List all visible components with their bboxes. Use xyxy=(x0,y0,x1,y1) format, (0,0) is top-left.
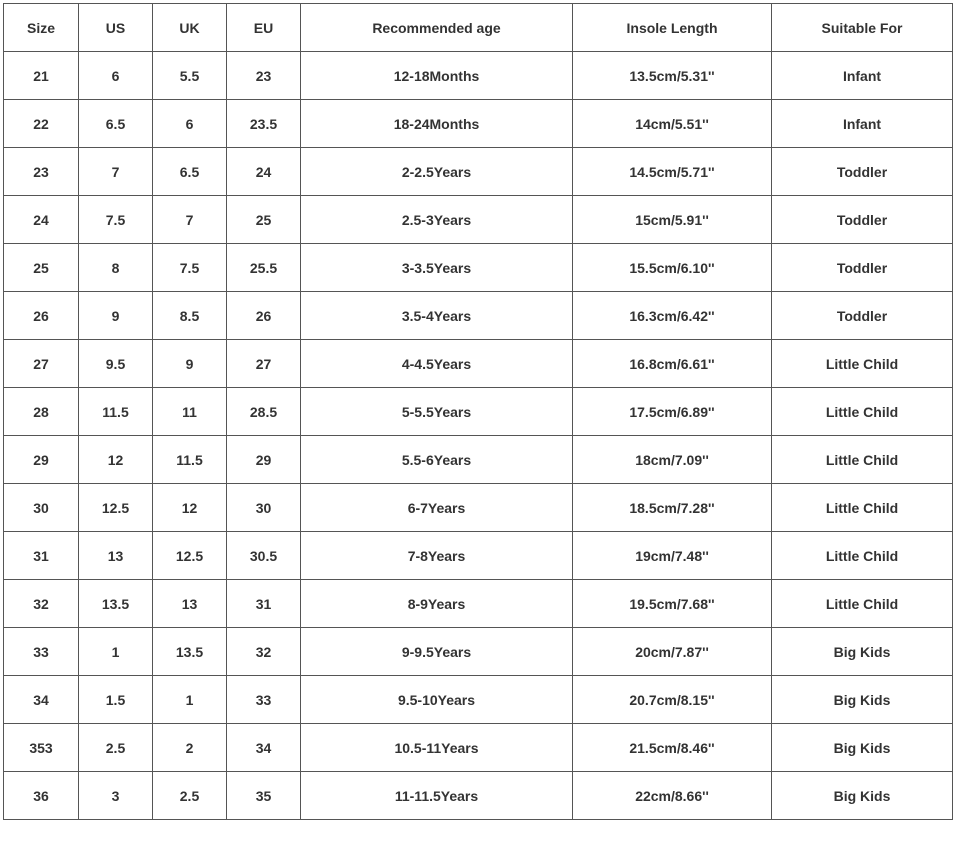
cell-recommended-age: 3.5-4Years xyxy=(301,292,573,340)
cell-recommended-age: 3-3.5Years xyxy=(301,244,573,292)
cell-insole-length: 18.5cm/7.28'' xyxy=(573,484,772,532)
cell-us: 8 xyxy=(79,244,153,292)
cell-suitable-for: Little Child xyxy=(772,340,953,388)
cell-recommended-age: 12-18Months xyxy=(301,52,573,100)
cell-suitable-for: Little Child xyxy=(772,580,953,628)
cell-insole-length: 14cm/5.51'' xyxy=(573,100,772,148)
cell-recommended-age: 5.5-6Years xyxy=(301,436,573,484)
cell-us: 9 xyxy=(79,292,153,340)
cell-us: 9.5 xyxy=(79,340,153,388)
cell-recommended-age: 2.5-3Years xyxy=(301,196,573,244)
cell-recommended-age: 2-2.5Years xyxy=(301,148,573,196)
cell-eu: 34 xyxy=(227,724,301,772)
cell-insole-length: 22cm/8.66'' xyxy=(573,772,772,820)
cell-size: 25 xyxy=(4,244,79,292)
header-recommended-age: Recommended age xyxy=(301,4,573,52)
cell-eu: 30 xyxy=(227,484,301,532)
cell-us: 7.5 xyxy=(79,196,153,244)
table-row xyxy=(4,292,953,340)
cell-recommended-age: 4-4.5Years xyxy=(301,340,573,388)
cell-us: 11.5 xyxy=(79,388,153,436)
cell-insole-length: 14.5cm/5.71'' xyxy=(573,148,772,196)
cell-size: 29 xyxy=(4,436,79,484)
cell-recommended-age: 7-8Years xyxy=(301,532,573,580)
cell-eu: 35 xyxy=(227,772,301,820)
cell-recommended-age: 9.5-10Years xyxy=(301,676,573,724)
cell-suitable-for: Big Kids xyxy=(772,772,953,820)
cell-uk: 12.5 xyxy=(153,532,227,580)
cell-suitable-for: Toddler xyxy=(772,148,953,196)
cell-insole-length: 17.5cm/6.89'' xyxy=(573,388,772,436)
cell-recommended-age: 10.5-11Years xyxy=(301,724,573,772)
cell-insole-length: 15cm/5.91'' xyxy=(573,196,772,244)
cell-uk: 11.5 xyxy=(153,436,227,484)
cell-uk: 1 xyxy=(153,676,227,724)
header-suitable-for: Suitable For xyxy=(772,4,953,52)
cell-us: 13.5 xyxy=(79,580,153,628)
table-body xyxy=(4,52,953,820)
cell-size: 22 xyxy=(4,100,79,148)
cell-suitable-for: Toddler xyxy=(772,244,953,292)
cell-eu: 25 xyxy=(227,196,301,244)
cell-recommended-age: 8-9Years xyxy=(301,580,573,628)
cell-size: 27 xyxy=(4,340,79,388)
cell-size: 36 xyxy=(4,772,79,820)
table-row xyxy=(4,772,953,820)
cell-eu: 26 xyxy=(227,292,301,340)
cell-eu: 28.5 xyxy=(227,388,301,436)
cell-uk: 2.5 xyxy=(153,772,227,820)
cell-us: 1.5 xyxy=(79,676,153,724)
header-us: US xyxy=(79,4,153,52)
cell-insole-length: 13.5cm/5.31'' xyxy=(573,52,772,100)
cell-uk: 9 xyxy=(153,340,227,388)
cell-insole-length: 19cm/7.48'' xyxy=(573,532,772,580)
cell-suitable-for: Infant xyxy=(772,100,953,148)
cell-size: 33 xyxy=(4,628,79,676)
table-row xyxy=(4,196,953,244)
table-row xyxy=(4,436,953,484)
cell-eu: 23.5 xyxy=(227,100,301,148)
cell-recommended-age: 5-5.5Years xyxy=(301,388,573,436)
cell-uk: 5.5 xyxy=(153,52,227,100)
cell-us: 3 xyxy=(79,772,153,820)
cell-recommended-age: 18-24Months xyxy=(301,100,573,148)
cell-eu: 30.5 xyxy=(227,532,301,580)
cell-us: 12 xyxy=(79,436,153,484)
cell-suitable-for: Little Child xyxy=(772,436,953,484)
cell-size: 21 xyxy=(4,52,79,100)
cell-eu: 33 xyxy=(227,676,301,724)
cell-size: 34 xyxy=(4,676,79,724)
cell-suitable-for: Little Child xyxy=(772,532,953,580)
cell-uk: 7 xyxy=(153,196,227,244)
cell-us: 6.5 xyxy=(79,100,153,148)
cell-size: 31 xyxy=(4,532,79,580)
cell-suitable-for: Toddler xyxy=(772,196,953,244)
cell-suitable-for: Toddler xyxy=(772,292,953,340)
cell-insole-length: 21.5cm/8.46'' xyxy=(573,724,772,772)
table-row xyxy=(4,100,953,148)
header-uk: UK xyxy=(153,4,227,52)
cell-uk: 11 xyxy=(153,388,227,436)
table-row xyxy=(4,724,953,772)
size-chart-table xyxy=(3,3,953,820)
table-row xyxy=(4,532,953,580)
cell-size: 28 xyxy=(4,388,79,436)
cell-size: 24 xyxy=(4,196,79,244)
cell-eu: 27 xyxy=(227,340,301,388)
cell-us: 1 xyxy=(79,628,153,676)
cell-us: 6 xyxy=(79,52,153,100)
table-row xyxy=(4,340,953,388)
cell-recommended-age: 9-9.5Years xyxy=(301,628,573,676)
table-row xyxy=(4,484,953,532)
cell-suitable-for: Infant xyxy=(772,52,953,100)
cell-suitable-for: Big Kids xyxy=(772,676,953,724)
cell-uk: 13.5 xyxy=(153,628,227,676)
header-size: Size xyxy=(4,4,79,52)
cell-uk: 2 xyxy=(153,724,227,772)
cell-suitable-for: Big Kids xyxy=(772,724,953,772)
cell-insole-length: 16.3cm/6.42'' xyxy=(573,292,772,340)
table-row xyxy=(4,244,953,292)
cell-us: 2.5 xyxy=(79,724,153,772)
cell-eu: 32 xyxy=(227,628,301,676)
cell-eu: 25.5 xyxy=(227,244,301,292)
table-row xyxy=(4,388,953,436)
cell-eu: 29 xyxy=(227,436,301,484)
cell-uk: 12 xyxy=(153,484,227,532)
cell-recommended-age: 11-11.5Years xyxy=(301,772,573,820)
table-row xyxy=(4,148,953,196)
cell-uk: 13 xyxy=(153,580,227,628)
cell-size: 32 xyxy=(4,580,79,628)
table-row xyxy=(4,580,953,628)
cell-suitable-for: Little Child xyxy=(772,388,953,436)
table-row xyxy=(4,676,953,724)
cell-recommended-age: 6-7Years xyxy=(301,484,573,532)
cell-insole-length: 20.7cm/8.15'' xyxy=(573,676,772,724)
header-insole-length: Insole Length xyxy=(573,4,772,52)
cell-uk: 7.5 xyxy=(153,244,227,292)
header-eu: EU xyxy=(227,4,301,52)
cell-us: 7 xyxy=(79,148,153,196)
cell-eu: 31 xyxy=(227,580,301,628)
cell-uk: 6.5 xyxy=(153,148,227,196)
cell-us: 12.5 xyxy=(79,484,153,532)
table-row xyxy=(4,628,953,676)
cell-size: 30 xyxy=(4,484,79,532)
cell-insole-length: 20cm/7.87'' xyxy=(573,628,772,676)
cell-insole-length: 15.5cm/6.10'' xyxy=(573,244,772,292)
cell-suitable-for: Big Kids xyxy=(772,628,953,676)
table-header-row xyxy=(4,4,953,52)
cell-insole-length: 16.8cm/6.61'' xyxy=(573,340,772,388)
cell-eu: 24 xyxy=(227,148,301,196)
cell-insole-length: 18cm/7.09'' xyxy=(573,436,772,484)
cell-size: 26 xyxy=(4,292,79,340)
cell-uk: 6 xyxy=(153,100,227,148)
cell-uk: 8.5 xyxy=(153,292,227,340)
cell-size: 353 xyxy=(4,724,79,772)
cell-size: 23 xyxy=(4,148,79,196)
cell-eu: 23 xyxy=(227,52,301,100)
cell-suitable-for: Little Child xyxy=(772,484,953,532)
cell-insole-length: 19.5cm/7.68'' xyxy=(573,580,772,628)
cell-us: 13 xyxy=(79,532,153,580)
table-row xyxy=(4,52,953,100)
